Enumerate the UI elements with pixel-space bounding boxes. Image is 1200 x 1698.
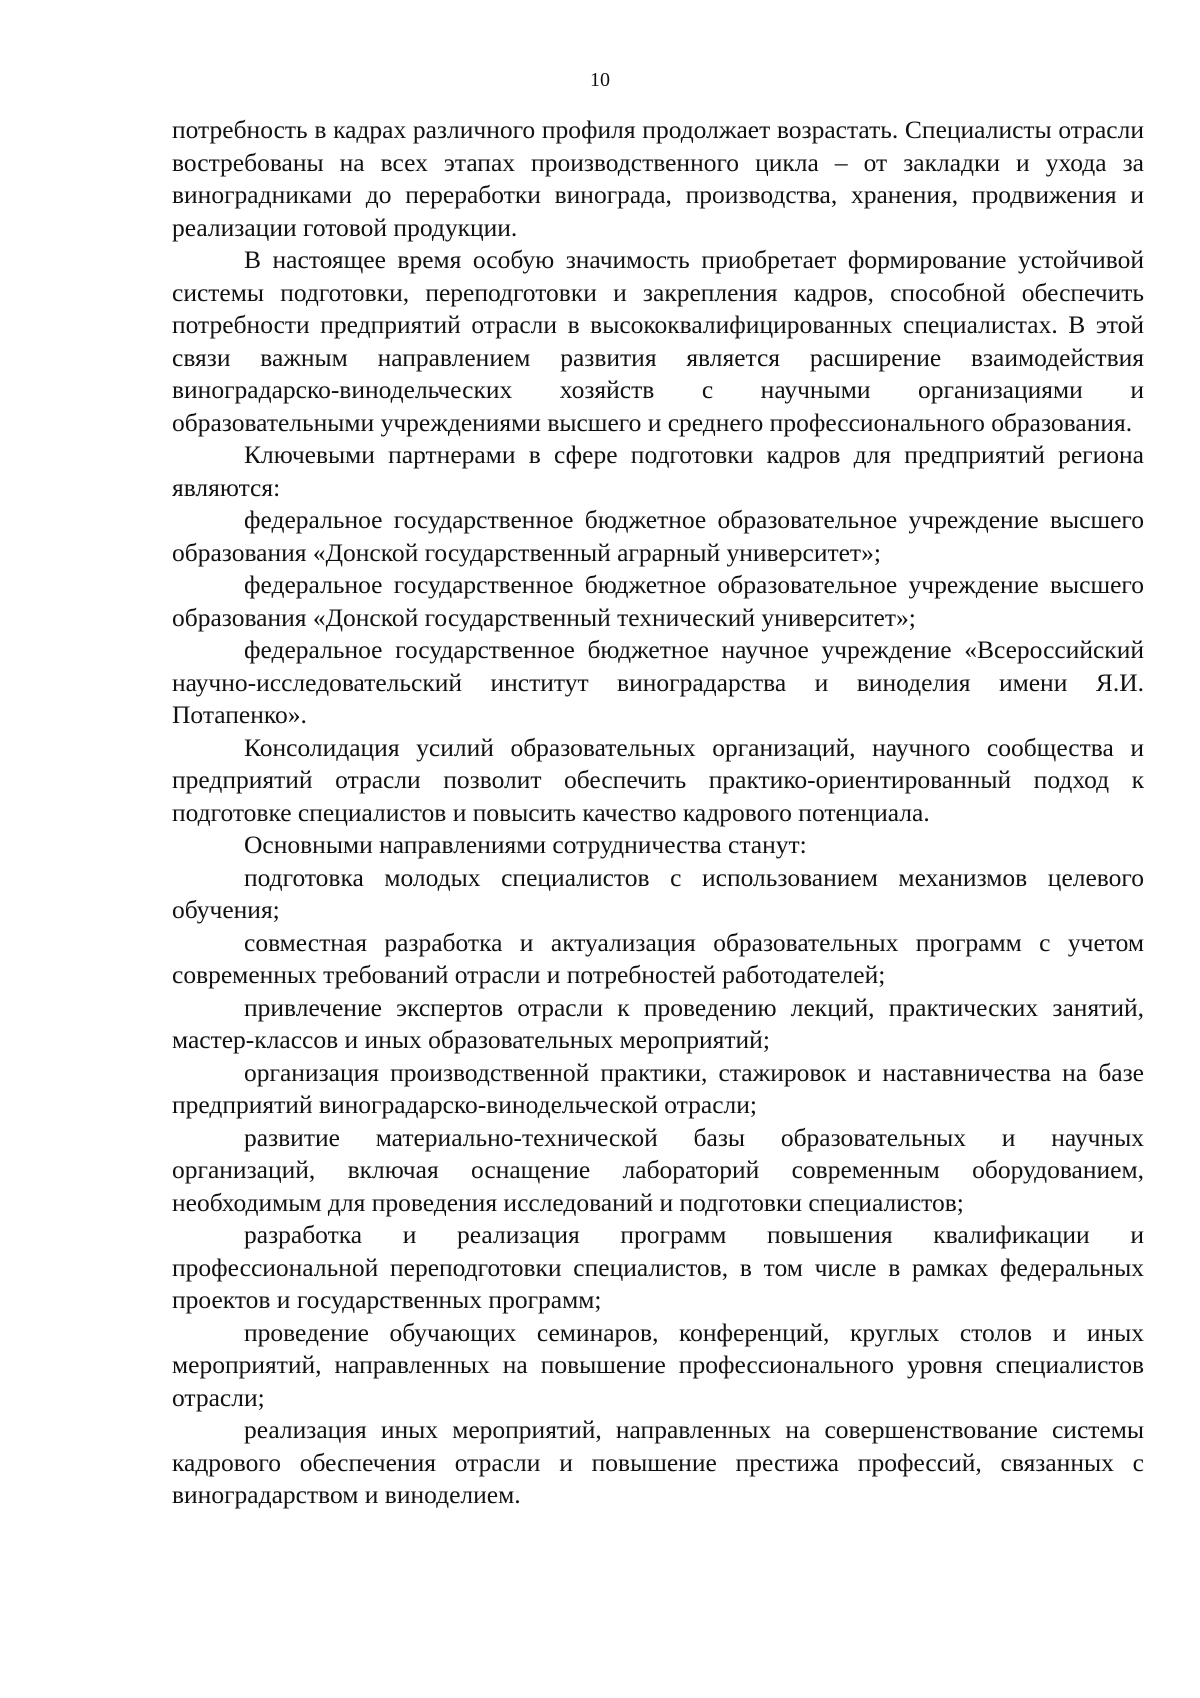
list-item: подготовка молодых специалистов с использованием механизмов целевого обучения; — [172, 862, 1144, 924]
list-item: разработка и реализация программ повышения квалификации и профессиональной переподготовки специалистов, в том числе в рамках федеральных проектов и государственных программ; — [172, 1220, 1144, 1314]
list-item: развитие материально-технической базы образовательных и научных организаций, включая оснащение лабораторий современным оборудованием, необходимым для проведения исследований и подготовки специалистов; — [172, 1122, 1144, 1217]
list-item: федеральное государственное бюджетное образовательное учреждение высшего образования «Донской государственный аграрный университет»; — [172, 505, 1144, 567]
paragraph: Основными направлениями сотрудничества станут: — [244, 830, 807, 859]
list-item: реализация иных мероприятий, направленных на совершенствование системы кадрового обеспечения отрасли и повышение престижа профессий, связанных с виноградарством и виноделием. — [172, 1415, 1144, 1509]
list-item: совместная разработка и актуализация образовательных программ с учетом современных требований отрасли и потребностей работодателей; — [172, 927, 1144, 989]
page-body — [172, 114, 1144, 1512]
paragraph: Ключевыми партнерами в сфере подготовки кадров для предприятий региона являются: — [172, 440, 1144, 502]
paragraph-continuation: потребность в кадрах различного профиля продолжает возрастать. Специалисты отрасли востребованы на всех этапах производственного цикла – от закладки и ухода за виноградниками до переработки винограда, производства, хранения, продвижения и реализации готовой продукции. — [172, 115, 1144, 242]
list-item: федеральное государственное бюджетное научное учреждение «Всероссийский научно-исследовательский институт виноградарства и виноделия имени Я.И. Потапенко». — [172, 635, 1144, 729]
paragraph: Консолидация усилий образовательных организаций, научного сообщества и предприятий отрасли позволит обеспечить практико-ориентированный подход к подготовке специалистов и повысить качество кадрового потенциала. — [172, 732, 1144, 827]
list-item: организация производственной практики, стажировок и наставничества на базе предприятий виноградарско-винодельческой отрасли; — [172, 1057, 1144, 1119]
page-number: 10 — [590, 69, 610, 91]
list-item: привлечение экспертов отрасли к проведению лекций, практических занятий, мастер-классов и иных образовательных мероприятий; — [172, 992, 1144, 1054]
list-item: проведение обучающих семинаров, конференций, круглых столов и иных мероприятий, направленных на повышение профессионального уровня специалистов отрасли; — [172, 1317, 1144, 1412]
paragraph: В настоящее время особую значимость приобретает формирование устойчивой системы подготовки, переподготовки и закрепления кадров, способной обеспечить потребности предприятий отрасли в высококвалифицированных специалистах. В этой связи важным направлением развития является расширение взаимодействия виноградарско-винодельческих хозяйств с научными организациями и образовательными учреждениями высшего и среднего профессионального образования. — [172, 245, 1144, 437]
list-item: федеральное государственное бюджетное образовательное учреждение высшего образования «Донской государственный технический университет»; — [172, 570, 1144, 632]
